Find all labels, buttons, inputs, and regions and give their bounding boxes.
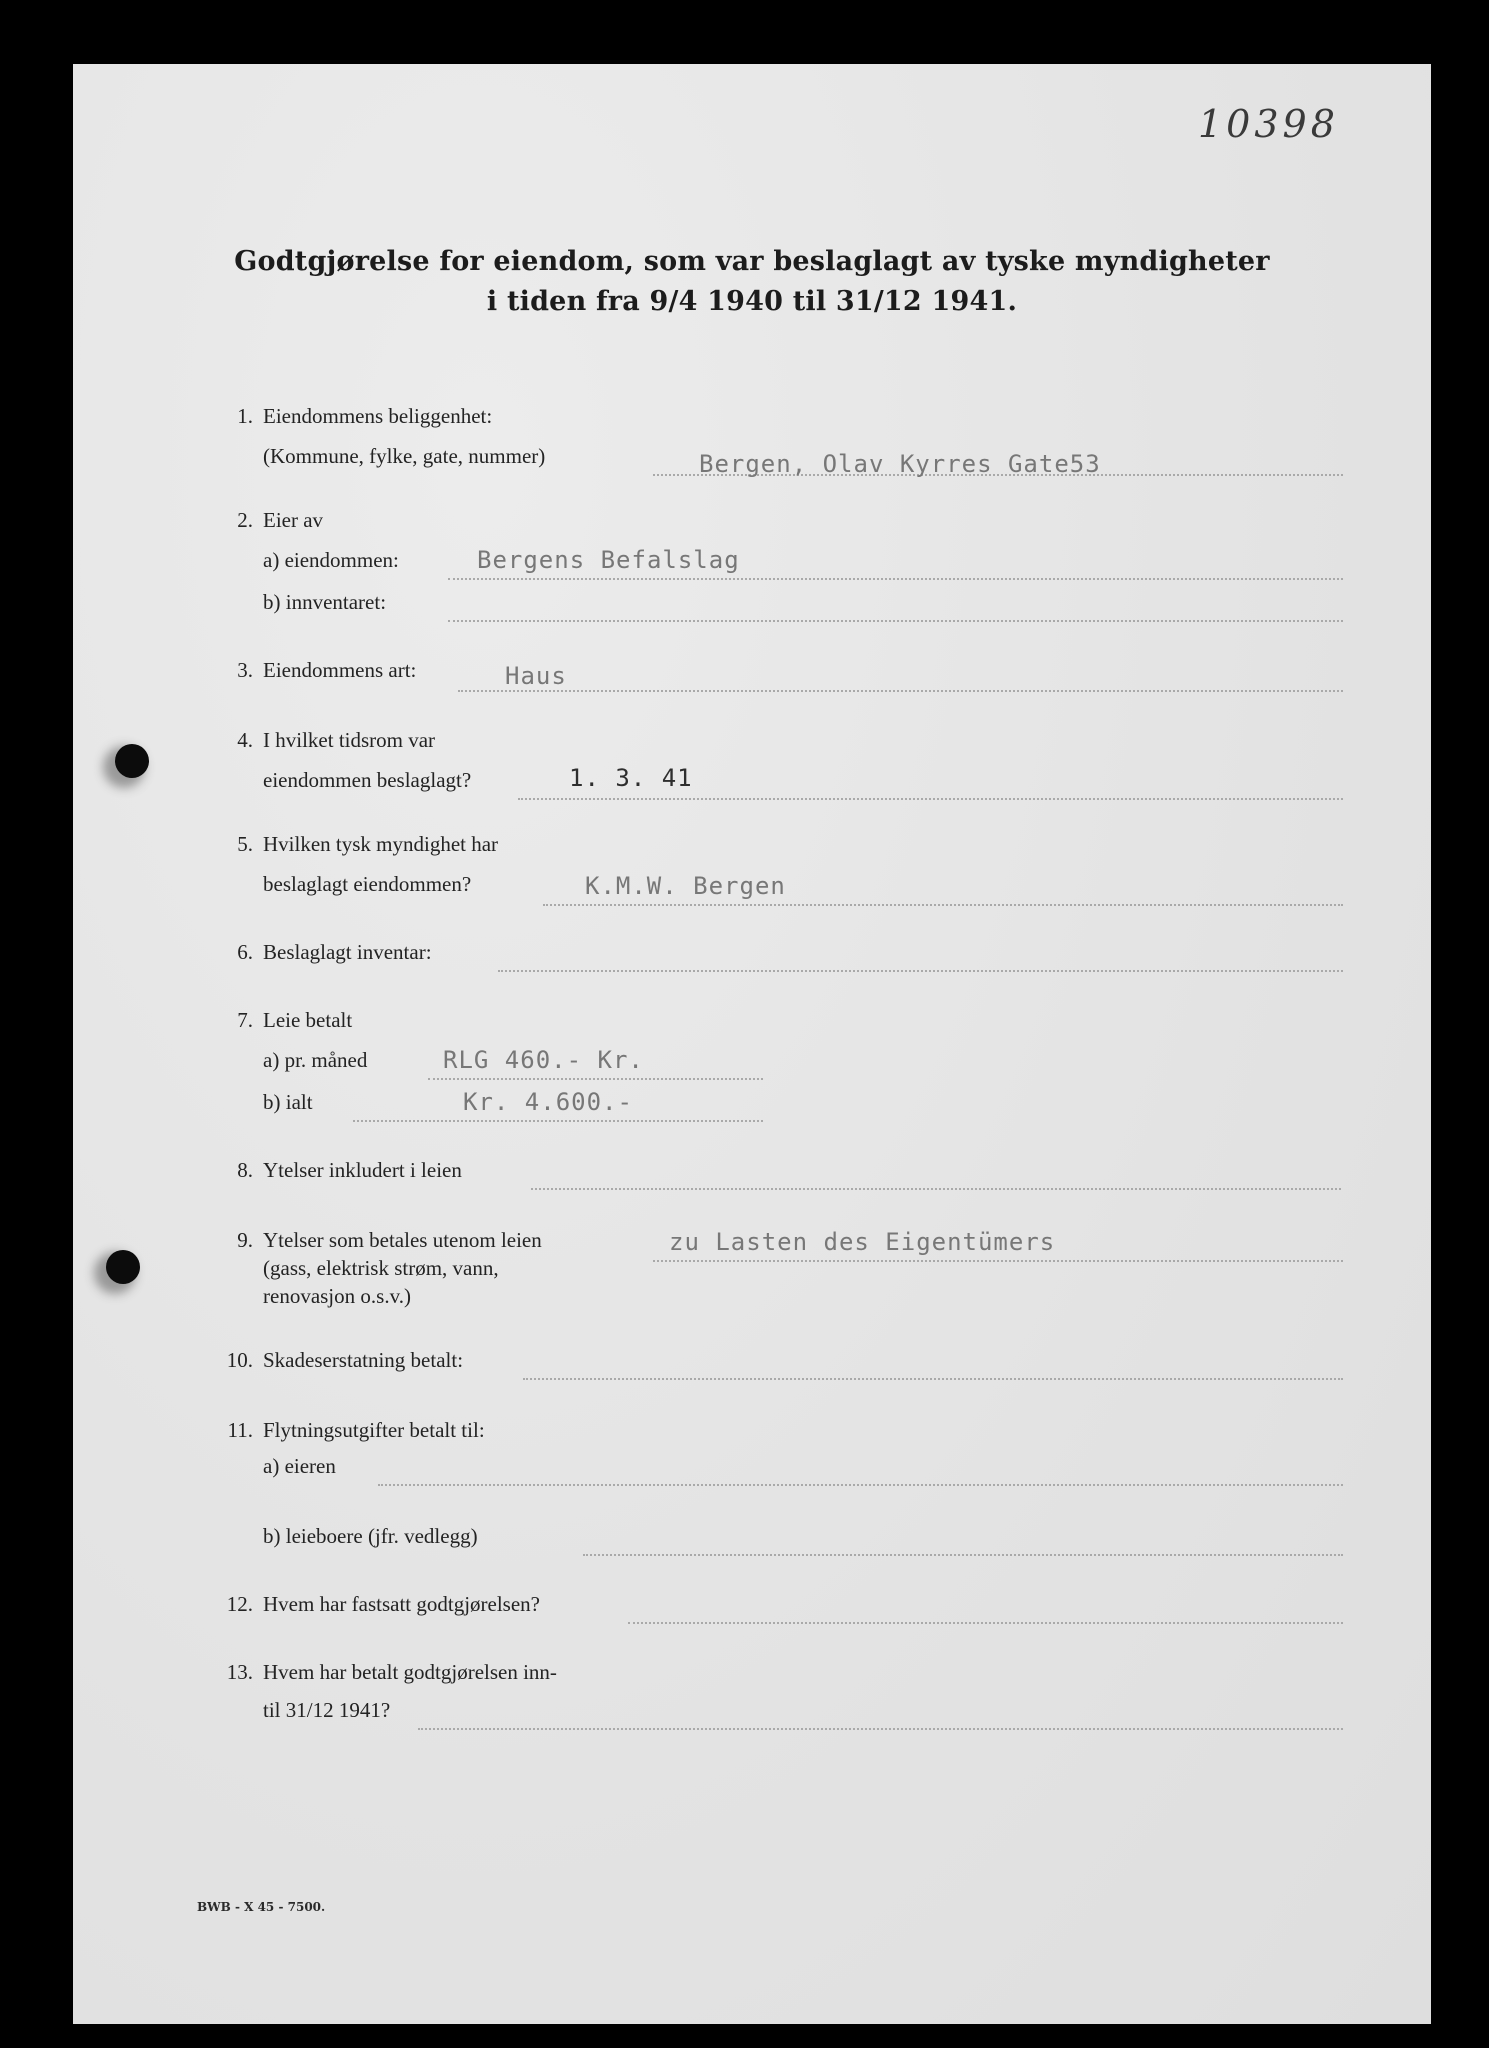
q9-number: 9. [237,1228,253,1252]
q10-number: 10. [226,1348,253,1372]
archive-number: 10398 [1198,102,1339,146]
q2b-answer-line [448,620,1343,622]
punch-hole-top [115,744,149,778]
q8-label: Ytelser inkludert i leien [263,1158,462,1182]
q10-label: Skadeserstatning betalt: [263,1348,464,1372]
q13-number: 13. [226,1660,253,1684]
q5-answer-line [543,904,1343,906]
q5-sub: beslaglagt eiendommen? [263,872,472,896]
q3-number: 3. [237,658,253,682]
title-line-2: i tiden fra 9/4 1940 til 31/12 1941. [486,286,1018,317]
title-line-1: Godtgjørelse for eiendom, som var beslaglagt av tyske myndigheter [234,246,1270,277]
q11b-answer-line [583,1554,1343,1556]
q6-number: 6. [237,940,253,964]
q12-answer-line [628,1622,1343,1624]
q7a-answer-line [428,1078,763,1080]
q4-answer-line [518,798,1343,800]
q11a-answer-line [378,1484,1343,1486]
q3-answer-line [458,690,1343,692]
q7-label: Leie betalt [263,1008,353,1032]
q3-answer[interactable]: Haus [505,662,567,690]
q10-answer-line [523,1378,1343,1380]
q9-answer-line [653,1260,1343,1262]
q1-label: Eiendommens beliggenhet: [263,404,493,428]
q13-sub: til 31/12 1941? [263,1698,391,1722]
q11b-label: b) leieboere (jfr. vedlegg) [263,1524,478,1548]
q9-label: Ytelser som betales utenom leien [263,1228,542,1252]
q2a-answer[interactable]: Bergens Befalslag [477,546,740,574]
q4-answer[interactable]: 1. 3. 41 [569,764,693,792]
q2-label: Eier av [263,508,324,532]
q7a-answer[interactable]: RLG 460.- Kr. [443,1046,644,1074]
q2a-answer-line [448,578,1343,580]
q13-label: Hvem har betalt godtgjørelsen inn- [263,1660,557,1684]
q2-number: 2. [237,508,253,532]
q1-number: 1. [237,404,253,428]
q12-label: Hvem har fastsatt godtgjørelsen? [263,1592,540,1616]
q6-answer-line [498,970,1343,972]
q3-label: Eiendommens art: [263,658,417,682]
q8-answer-line [531,1188,1341,1190]
document-page [73,64,1431,2024]
q6-label: Beslaglagt inventar: [263,940,432,964]
q4-sub: eiendommen beslaglagt? [263,768,472,792]
q9-sub1: (gass, elektrisk strøm, vann, [263,1256,499,1280]
q4-number: 4. [237,728,253,752]
q1-sub: (Kommune, fylke, gate, nummer) [263,444,546,468]
q2b-label: b) innventaret: [263,590,387,614]
q4-label: I hvilket tidsrom var [263,728,436,752]
q7b-answer-line [353,1120,763,1122]
q8-number: 8. [237,1158,253,1182]
q5-answer[interactable]: K.M.W. Bergen [585,872,786,900]
q11-number: 11. [227,1418,253,1442]
q11-label: Flytningsutgifter betalt til: [263,1418,485,1442]
q5-label: Hvilken tysk myndighet har [263,832,499,856]
q1-answer[interactable]: Bergen, Olav Kyrres Gate53 [699,450,1101,478]
q11a-label: a) eieren [263,1454,336,1478]
q13-answer-line [418,1728,1343,1730]
q12-number: 12. [226,1592,253,1616]
punch-hole-bottom [106,1250,140,1284]
q5-number: 5. [237,832,253,856]
q7b-answer[interactable]: Kr. 4.600.- [463,1088,633,1116]
form-footer-code: BWB - X 45 - 7500. [197,1900,326,1914]
q7b-label: b) ialt [263,1090,313,1114]
q7a-label: a) pr. måned [263,1048,368,1072]
q9-sub2: renovasjon o.s.v.) [263,1284,411,1308]
q2a-label: a) eiendommen: [263,548,399,572]
q9-answer[interactable]: zu Lasten des Eigentümers [669,1228,1056,1256]
q7-number: 7. [237,1008,253,1032]
